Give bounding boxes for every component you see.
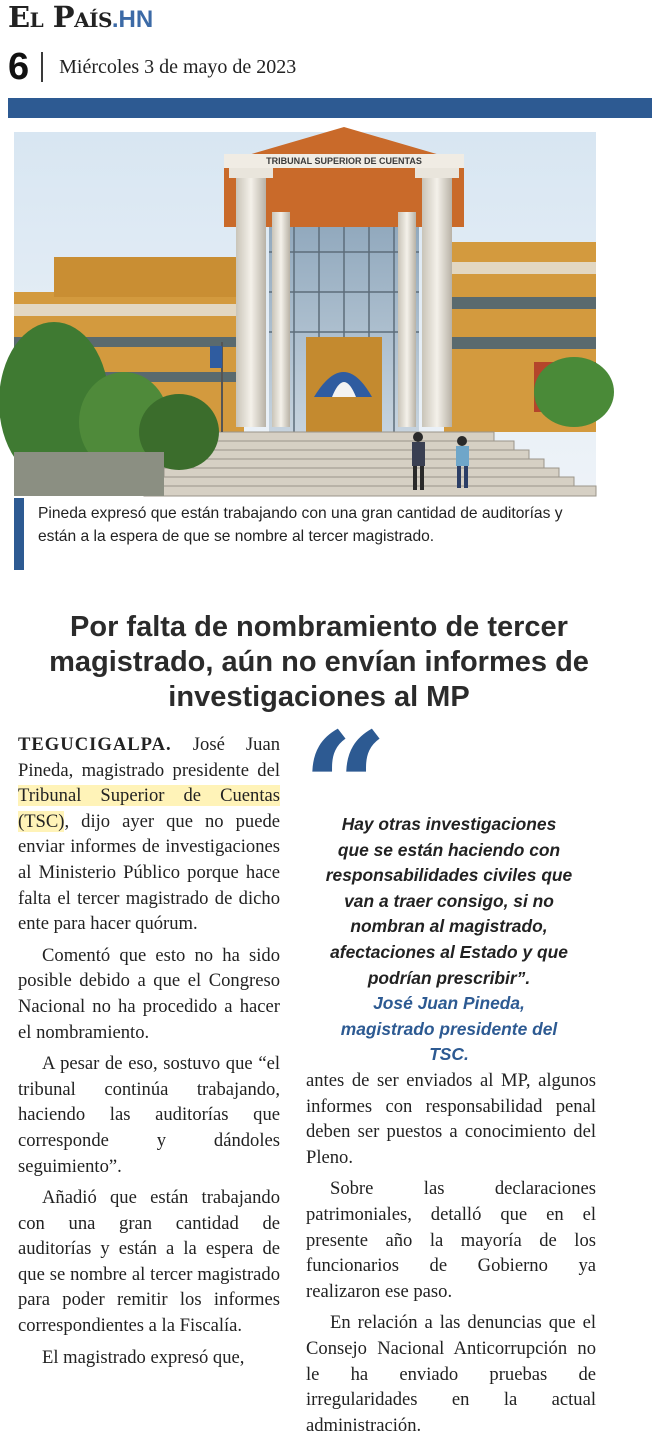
paragraph: Añadió que están trabajando con una gran cantidad de auditorías y están a la espera de que se nombre al tercer magistrado para poder remitir los informes correspondientes a la Fiscalía. [18,1187,280,1337]
tsc-building-photo [14,132,596,496]
article-column-2 [306,1068,596,1444]
section-bar [8,98,652,118]
masthead [8,0,153,40]
pull-quote [302,700,596,1068]
quote-author: José Juan Pineda, magistrado presidente del TSC. [340,993,558,1065]
paragraph-text: José Juan Pineda, magistrado presidente del [18,734,280,781]
brand-suffix: .HN [111,6,154,33]
paragraph: antes de ser enviados al MP, algunos informes con responsabilidad penal deben ser puestos a conocimiento del Pleno. [306,1070,596,1168]
article-headline: Por falta de nombramiento de tercer magistrado, aún no envían informes de investigaciones al MP [49,611,589,713]
paragraph: Comentó que esto no ha sido posible debido a que el Congreso Nacional no ha procedido a hacer el nombramiento. [18,944,280,1043]
paragraph: A pesar de eso, sostuvo que “el tribunal continúa trabajando, haciendo las auditorías que corresponde y dándoles seguimiento”. [18,1053,280,1177]
paragraph [18,732,280,937]
page-number: 6 [8,46,30,88]
brand-logo: El País [8,0,112,34]
paragraph-text: , dijo ayer que no puede enviar informes de investigaciones al Ministerio Público porque hace falta el tercer magistrado de dicho ente para hacer quórum. [18,810,280,935]
photo-caption: Pineda expresó que están trabajando con una gran cantidad de auditorías y están a la espera de que se nombre al tercer magistrado. [14,498,564,570]
quote-mark-icon: “ [302,700,389,876]
paragraph: En relación a las denuncias que el Consejo Nacional Anticorrupción no le ha enviado pruebas de irregularidades en la actual administración. [306,1312,596,1436]
divider [41,52,43,82]
page-info [8,48,296,86]
paragraph: El magistrado expresó que, [42,1346,245,1368]
dateline: TEGUCIGALPA. [18,734,172,755]
article-column-1 [18,732,280,1376]
paragraph: Sobre las declaraciones patrimoniales, detalló que en el presente año la mayoría de los funcionarios de Gobierno ya realizaron ese paso. [306,1178,596,1302]
highlighted-entity: Tribunal Superior de Cuentas (TSC) [18,785,280,832]
quote-text: Hay otras investigaciones que se están haciendo con responsabilidades civiles que van a traer consigo, si no nombran al magistrado, afectaciones al Estado y que podrían prescribir”. [325,814,573,988]
article-photo [14,132,596,496]
building-sign: TRIBUNAL SUPERIOR DE CUENTAS [266,156,422,166]
publication-date: Miércoles 3 de mayo de 2023 [59,55,297,78]
